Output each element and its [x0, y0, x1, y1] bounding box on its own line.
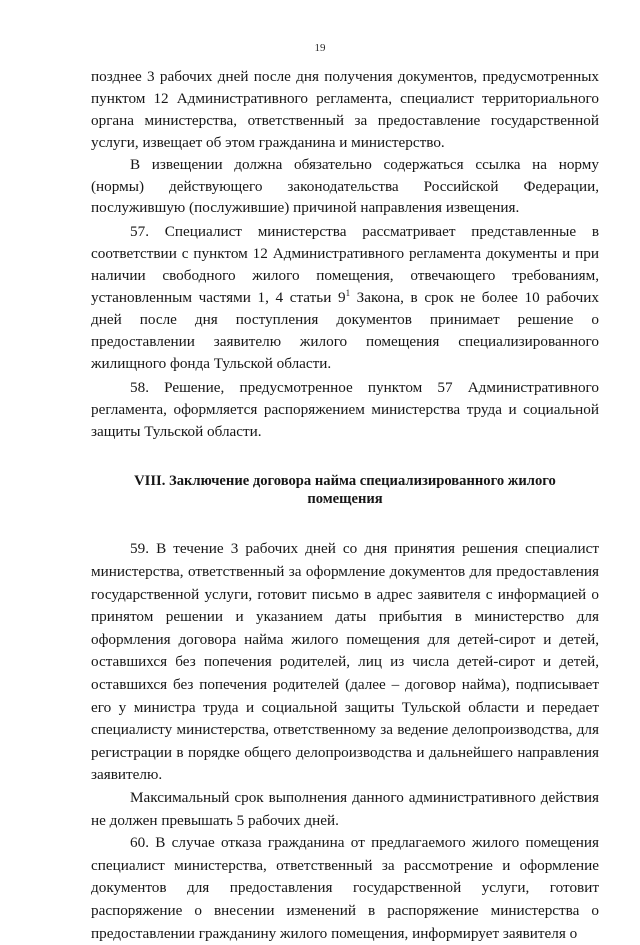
paragraph-58: 58. Решение, предусмотренное пунктом 57 Административного регламента, оформляется распоряжением министерства труда и социальной защиты Тульской области. — [91, 378, 599, 440]
page-number: 19 — [314, 42, 326, 54]
article-superscript: 1 — [345, 288, 351, 298]
document-body — [91, 66, 599, 945]
paragraph-57-text-end: Закона, в срок не более 10 рабочих дней после дня поступления документов принимает решение о предоставлении заявителю жилого помещения специализированного жилищного фонда Тульской области. — [91, 289, 599, 372]
section-heading: VIII. Заключение договора найма специализированного жилого помещения — [134, 473, 556, 508]
paragraph-59: 59. В течение 3 рабочих дней со дня принятия решения специалист министерства, ответственный за оформление документов для предоставления государственной услуги, готовит письмо в адрес заявителя с информацией о принятом решении и указанием даты прибытия в министерство для оформления договора найма жилого помещения для детей-сирот и детей, оставшихся без попечения родителей, лиц из числа детей-сирот и детей, оставшихся без попечения родителей (далее – договор найма), подписывает его у министра труда и социальной защиты Тульской области и передает специалисту министерства, ответственному за ведение делопроизводства, для регистрации в порядке общего делопроизводства и дальнейшего направления заявителю. — [91, 540, 599, 784]
paragraph-continuation: позднее 3 рабочих дней после дня получения документов, предусмотренных пунктом 12 Административного регламента, специалист территориального органа министерства, ответственный за предоставление государственной услуги, извещает об этом гражданина и министерство. — [91, 68, 599, 151]
paragraph-57-text-start: 57. Специалист министерства рассматривает представленные в соответствии с пунктом 12 Административного регламента документы и при наличии свободного жилого помещения, отвечающего требованиям, установленным частями 1, 4 статьи 9 — [91, 223, 599, 307]
paragraph-57 — [91, 221, 599, 374]
paragraph-notice: В извещении должна обязательно содержаться ссылка на норму (нормы) действующего законодательства Российской Федерации, послужившую (послужившие) причиной направления извещения. — [91, 155, 599, 217]
paragraph-max-term: Максимальный срок выполнения данного административного действия не должен превышать 5 рабочих дней. — [91, 788, 599, 829]
paragraph-60: 60. В случае отказа гражданина от предлагаемого жилого помещения специалист министерства, ответственный за рассмотрение и оформление документов для предоставления государственной услуги, готовит распоряжение о внесении изменений в распоряжение министерства о предоставлении гражданину жилого помещения, информирует заявителя о — [91, 834, 599, 942]
